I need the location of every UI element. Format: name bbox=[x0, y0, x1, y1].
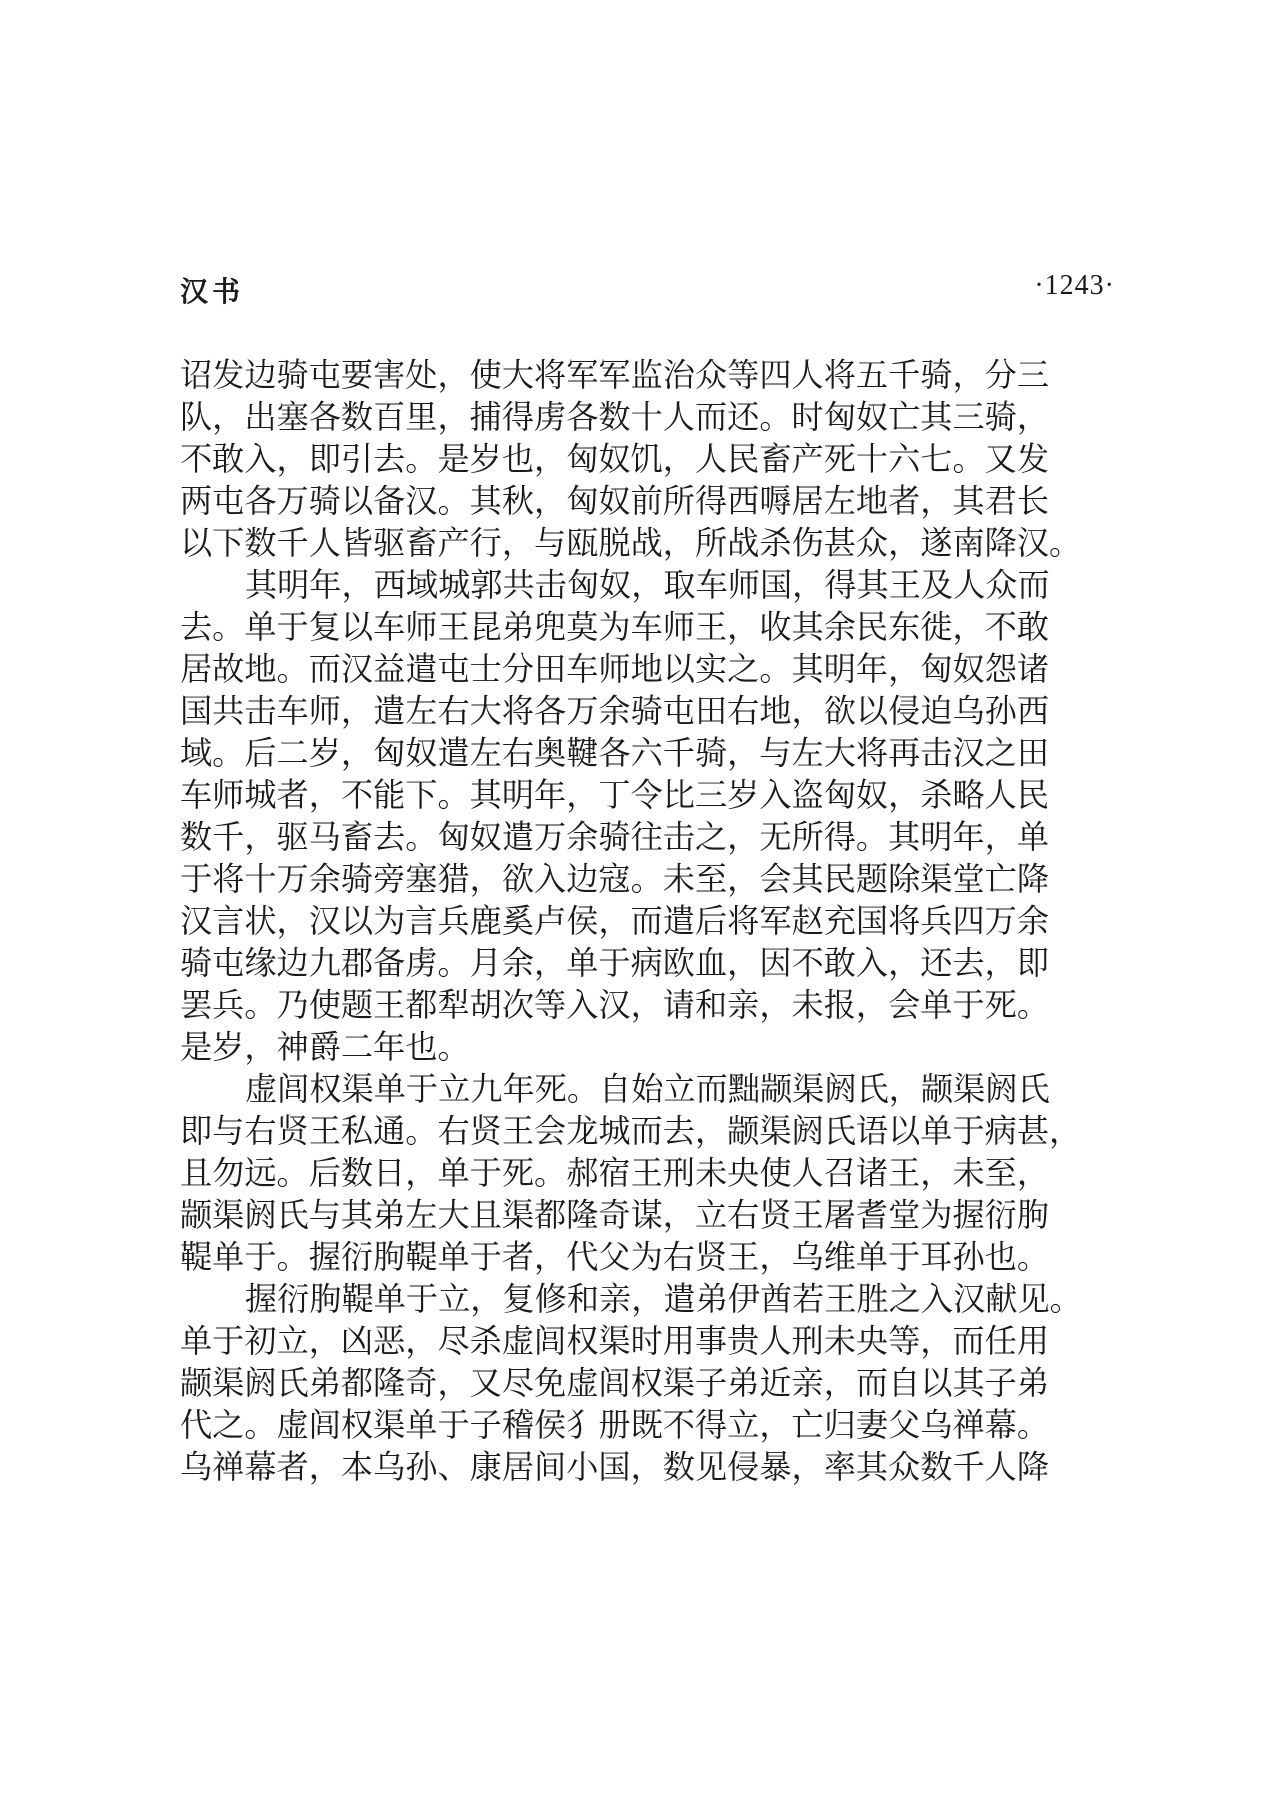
text-line: 颛渠阏氏与其弟左大且渠都隆奇谋，立右贤王屠耆堂为握衍朐 bbox=[180, 1196, 1050, 1234]
text-line: 且勿远。后数日，单于死。郝宿王刑未央使人召诸王，未至， bbox=[180, 1154, 1050, 1192]
text-line: 汉言状，汉以为言兵鹿奚卢侯，而遣后将军赵充国将兵四万余 bbox=[180, 902, 1050, 940]
text-line: 是岁，神爵二年也。 bbox=[180, 1028, 470, 1066]
text-line: 握衍朐鞮单于立，复修和亲，遣弟伊酋若王胜之入汉献见。 bbox=[245, 1280, 1082, 1318]
text-line: 虚闾权渠单于立九年死。自始立而黜颛渠阏氏，颛渠阏氏 bbox=[245, 1070, 1050, 1108]
text-line: 不敢入，即引去。是岁也，匈奴饥，人民畜产死十六七。又发 bbox=[180, 440, 1050, 478]
text-line: 队，出塞各数百里，捕得虏各数十人而还。时匈奴亡其三骑， bbox=[180, 398, 1050, 436]
text-line: 代之。虚闾权渠单于子稽侯犭册既不得立，亡归妻父乌禅幕。 bbox=[180, 1406, 1050, 1444]
text-line: 单于初立，凶恶，尽杀虚闾权渠时用事贵人刑未央等，而任用 bbox=[180, 1322, 1050, 1360]
text-line: 于将十万余骑旁塞猎，欲入边寇。未至，会其民题除渠堂亡降 bbox=[180, 860, 1050, 898]
text-line: 居故地。而汉益遣屯士分田车师地以实之。其明年，匈奴怨诸 bbox=[180, 650, 1050, 688]
page-header bbox=[180, 270, 1115, 310]
book-title: 汉书 bbox=[180, 275, 245, 308]
text-line: 诏发边骑屯要害处，使大将军军监治众等四人将五千骑，分三 bbox=[180, 356, 1050, 394]
body-text bbox=[180, 354, 1245, 1488]
text-line: 数千，驱马畜去。匈奴遣万余骑往击之，无所得。其明年，单 bbox=[180, 818, 1050, 856]
text-line: 车师城者，不能下。其明年，丁令比三岁入盗匈奴，杀略人民 bbox=[180, 776, 1050, 814]
text-line: 骑屯缘边九郡备虏。月余，单于病欧血，因不敢入，还去，即 bbox=[180, 944, 1050, 982]
text-line: 国共击车师，遣左右大将各万余骑屯田右地，欲以侵迫乌孙西 bbox=[180, 692, 1050, 730]
text-line: 乌禅幕者，本乌孙、康居间小国，数见侵暴，率其众数千人降 bbox=[180, 1448, 1050, 1486]
text-line: 域。后二岁，匈奴遣左右奥鞬各六千骑，与左大将再击汉之田 bbox=[180, 734, 1050, 772]
text-line: 去。单于复以车师王昆弟兜莫为车师王，收其余民东徙，不敢 bbox=[180, 608, 1050, 646]
text-line: 即与右贤王私通。右贤王会龙城而去，颛渠阏氏语以单于病甚， bbox=[180, 1112, 1082, 1150]
page-number: ·1243· bbox=[1034, 270, 1115, 301]
text-line: 两屯各万骑以备汉。其秋，匈奴前所得西嗕居左地者，其君长 bbox=[180, 482, 1050, 520]
text-line: 颛渠阏氏弟都隆奇，又尽免虚闾权渠子弟近亲，而自以其子弟 bbox=[180, 1364, 1050, 1402]
text-line: 罢兵。乃使题王都犁胡次等入汉，请和亲，未报，会单于死。 bbox=[180, 986, 1050, 1024]
text-line: 其明年，西域城郭共击匈奴，取车师国，得其王及人众而 bbox=[245, 566, 1050, 604]
text-line: 鞮单于。握衍朐鞮单于者，代父为右贤王，乌维单于耳孙也。 bbox=[180, 1238, 1050, 1276]
text-line: 以下数千人皆驱畜产行，与瓯脱战，所战杀伤甚众，遂南降汉。 bbox=[180, 524, 1082, 562]
